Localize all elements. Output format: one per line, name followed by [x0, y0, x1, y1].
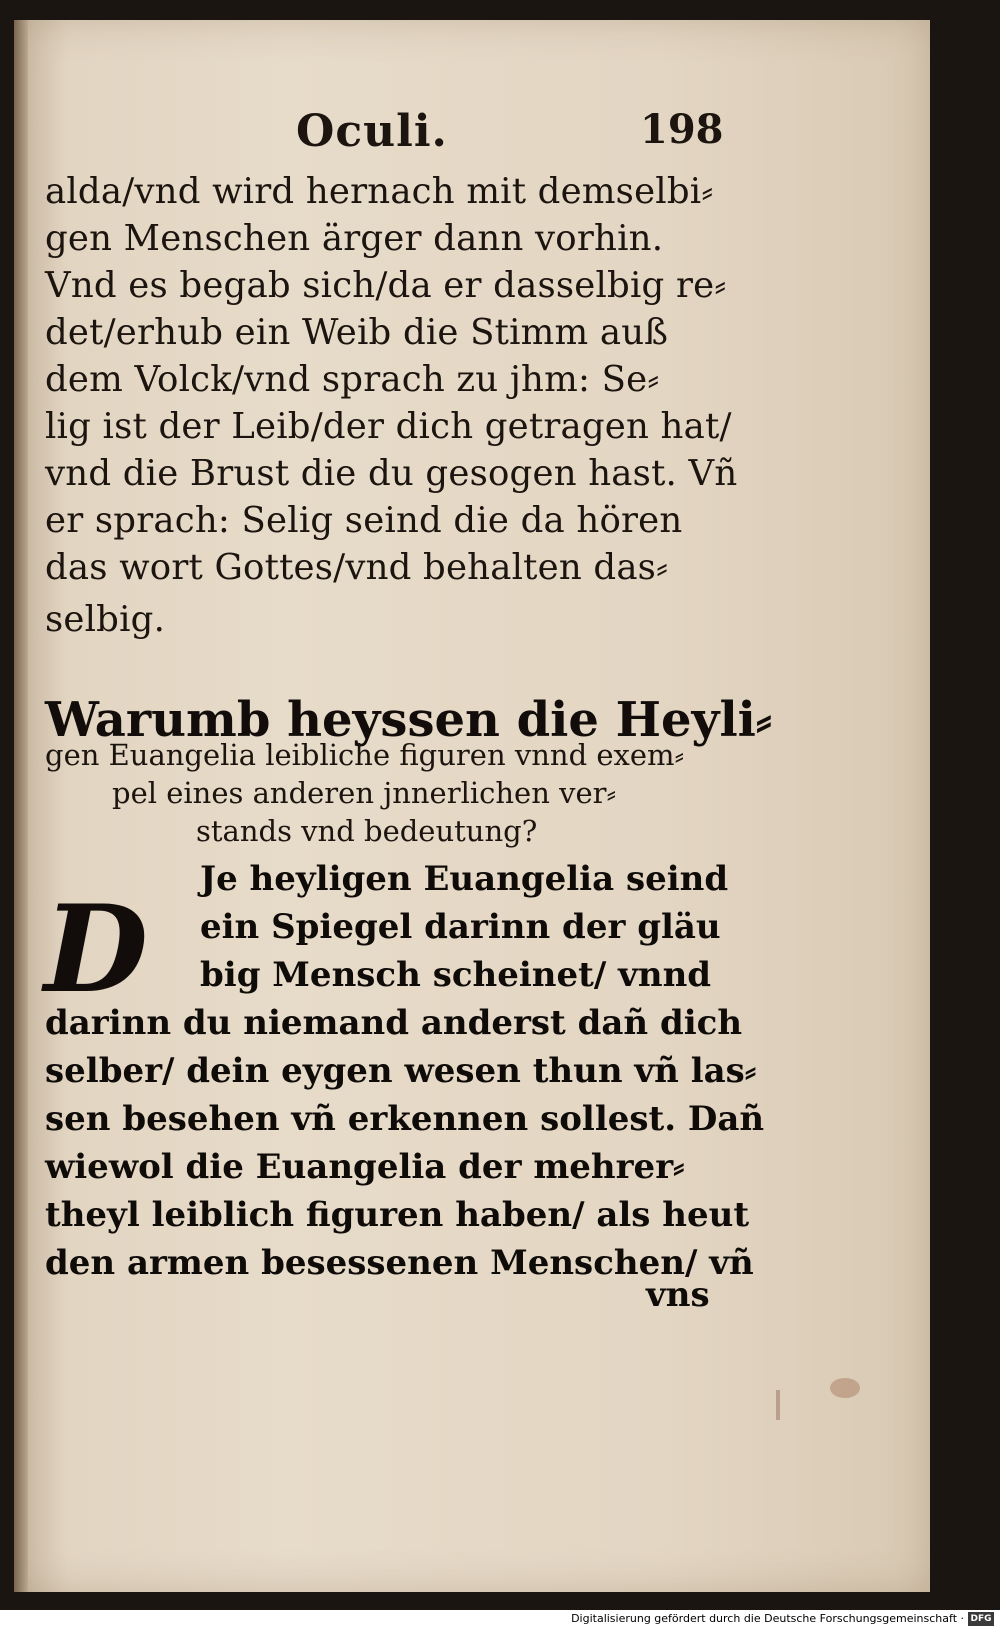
page-gutter-edge — [14, 20, 28, 1592]
heading-line: stands vnd bedeutung? — [196, 814, 538, 848]
text-line: Je heyligen Euangelia seind — [200, 859, 729, 899]
paper-stain — [830, 1378, 860, 1398]
heading-line: pel eines anderen jnnerlichen ver⸗ — [112, 776, 617, 810]
text-line: gen Menschen ärger dann vorhin. — [45, 218, 664, 259]
text-line: lig ist der Leib/der dich getragen hat/ — [45, 406, 732, 447]
page-number: 198 — [640, 106, 724, 153]
text-line: vnd die Brust die du gesogen hast. Vñ — [45, 453, 738, 494]
text-line: wiewol die Euangelia der mehrer⸗ — [45, 1147, 685, 1187]
text-line: det/erhub ein Weib die Stimm auß — [45, 312, 669, 353]
text-line: big Mensch scheinet/ vnnd — [200, 955, 712, 995]
text-line: er sprach: Selig seind die da hören — [45, 500, 683, 541]
running-title: Oculi. — [296, 106, 448, 157]
text-line: das wort Gottes/vnd behalten das⸗ — [45, 547, 669, 588]
text-line: selbig. — [45, 599, 166, 640]
catchword: vns — [646, 1275, 710, 1315]
decorated-initial: D — [44, 879, 149, 1020]
heading-line: gen Euangelia leibliche figuren vnnd exem⸗ — [45, 738, 685, 772]
text-line: alda/vnd wird hernach mit demselbi⸗ — [45, 171, 714, 212]
text-line: theyl leiblich figuren haben/ als heut — [45, 1195, 750, 1235]
text-line: selber/ dein eygen wesen thun vñ las⸗ — [45, 1051, 757, 1091]
text-line: Vnd es begab sich/da er dasselbig re⸗ — [45, 265, 727, 306]
text-line: sen besehen vñ erkennen sollest. Dañ — [45, 1099, 765, 1139]
dfg-logo-icon: DFG — [968, 1612, 994, 1626]
paper-stain-streak — [776, 1390, 780, 1420]
text-line: dem Volck/vnd sprach zu jhm: Se⸗ — [45, 359, 660, 400]
funding-credit: Digitalisierung gefördert durch die Deutsche Forschungsgemeinschaft · — [571, 1612, 964, 1625]
heading-line: Warumb heyssen die Heyli⸗ — [45, 692, 772, 748]
text-line: den armen besessenen Menschen/ vñ — [45, 1243, 754, 1283]
text-line: darinn du niemand anderst dañ dich — [45, 1003, 743, 1043]
text-line: ein Spiegel darinn der gläu — [200, 907, 721, 947]
